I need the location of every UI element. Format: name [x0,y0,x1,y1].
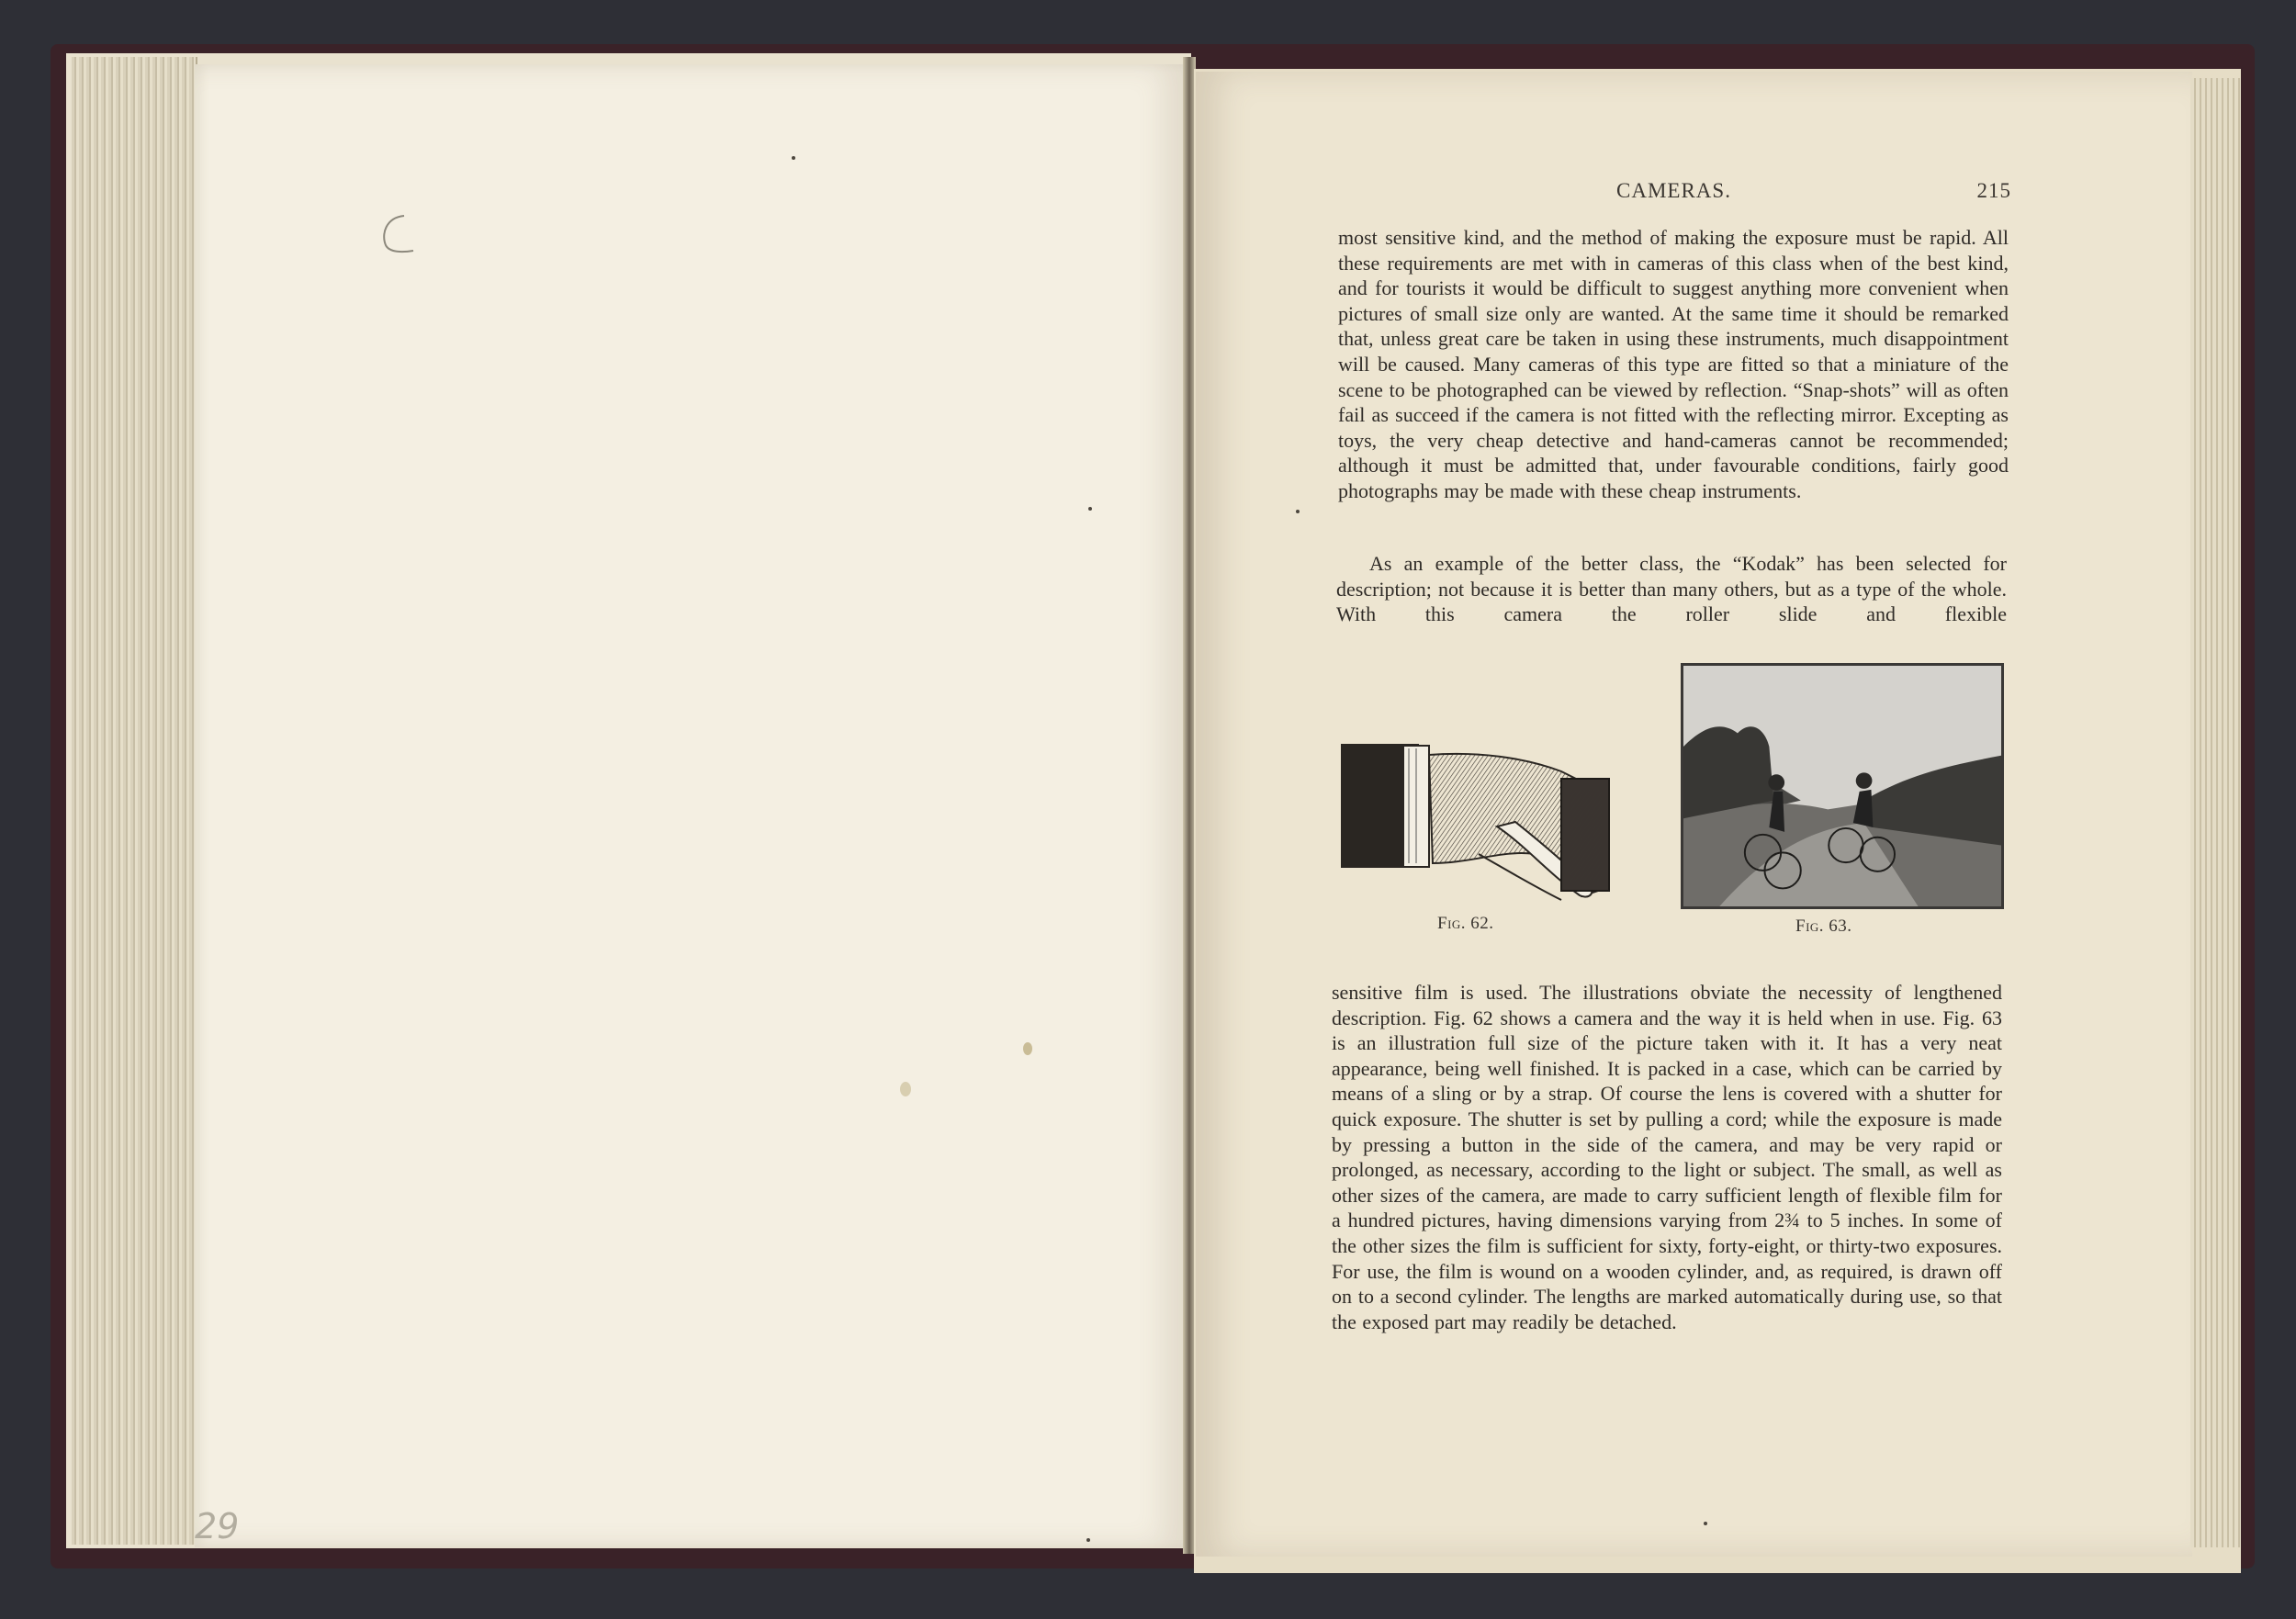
paper-speck [1296,510,1300,513]
paper-stain [900,1082,911,1096]
cyclists-photograph-icon [1681,663,2004,909]
paragraph-3: sensitive film is used. The illustrations obviate the necessity of lengthened description. Fig. 62 shows a camera and the way it is held when in use. Fig. 63 is an illustration full size of the picture taken with it. It has a very neat appearance, being well finished. It is packed in a case, which can be carried by means of a sling or by a strap. Of course the lens is covered with a shutter for quick exposure. The shutter is set by pulling a cord; while the exposure is made by pressing a button in the side of the camera, and may be very rapid or prolonged, as necessary, according to the light or subject. The small, as well as other sizes of the camera, are made to carry sufficient length of flexible film for a hundred pictures, having dimensions varying from 2¾ to 5 inches. In some of the other sizes the film is sufficient for sixty, forty-eight, or thirty-two exposures. For use, the film is wound on a wooden cylinder, and, as required, is drawn off on to a second cylinder. The lengths are marked automatically during use, so that the exposed part may readily be detached. [1332,981,2002,1333]
paper-speck [792,156,795,160]
left-page-blank [195,64,1185,1547]
figure-62-caption: Fig. 62. [1437,914,1494,933]
pencil-annotation: 29 [195,1506,240,1546]
page-edges-right [2190,78,2241,1547]
paper-speck [1088,507,1092,511]
paper-speck [1704,1522,1707,1525]
paper-speck [1086,1538,1090,1542]
page-number: 215 [1976,179,2011,202]
page-edges-left [72,57,197,1545]
paragraph-2: As an example of the better class, the “Kodak” has been selected for description; not because it is better than many others, but as a type of the whole. With this camera the roller slide and flexible [1336,552,2007,626]
hand-holding-camera-engraving-icon [1341,735,1612,909]
figure-63-caption: Fig. 63. [1795,916,1852,936]
pencil-mark-icon [367,207,422,262]
paragraph-1: most sensitive kind, and the method of making the exposure must be rapid. All these requirements are met with in cameras of this class when of the best kind, and for tourists it would be difficult to suggest anything more convenient when pictures of small size only are wanted. At the same time it should be remarked that, unless great care be taken in using these instruments, much disappointment will be caused. Many cameras of this type are fitted so that a miniature of the scene to be photographed can be viewed by reflection. “Snap-shots” will as often fail as succeed if the camera is not fitted with the reflecting mirror. Excepting as toys, the very cheap detective and hand-cameras cannot be recommended; although it must be admitted that, under favourable conditions, fairly good photographs may be made with these cheap instruments. [1338,226,2009,502]
paper-stain [1023,1042,1032,1055]
running-head-title: CAMERAS. [1616,179,1731,202]
